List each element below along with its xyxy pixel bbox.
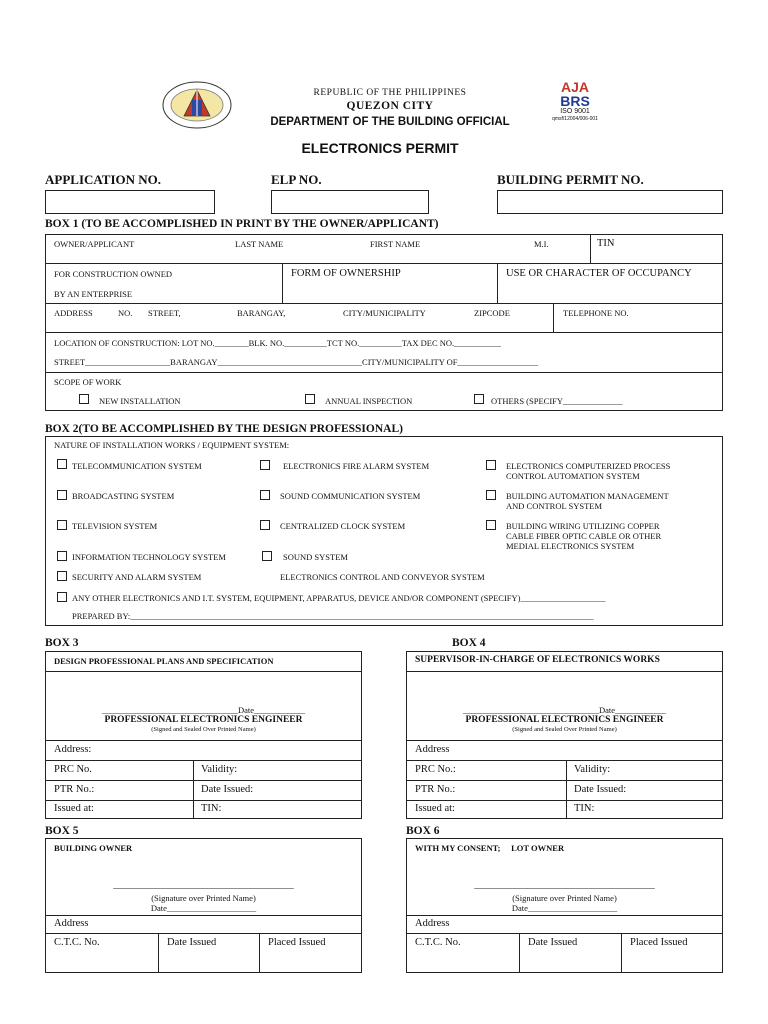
sound-comm-checkbox[interactable]: [260, 490, 270, 500]
computerized-label-2: CONTROL AUTOMATION SYSTEM: [506, 471, 640, 481]
box3-ptr-label: PTR No.:: [54, 784, 95, 795]
address-city-label: CITY/MUNICIPALITY: [343, 308, 426, 318]
box3-header: DESIGN PROFESSIONAL PLANS AND SPECIFICATION: [54, 656, 274, 666]
box3-date-line: ________________________________Date____________: [101, 705, 306, 715]
clock-label: CENTRALIZED CLOCK SYSTEM: [280, 521, 406, 531]
box3-engineer: PROFESSIONAL ELECTRONICS ENGINEER: [104, 715, 303, 725]
new-installation-checkbox[interactable]: [79, 394, 89, 404]
any-other-label: ANY OTHER ELECTRONICS AND I.T. SYSTEM, EQUIPMENT, APPARATUS, DEVICE AND/OR COMPONENT (SPECIFY)____________________: [72, 593, 606, 603]
box6-address-label: Address: [415, 918, 450, 929]
annual-inspection-label: ANNUAL INSPECTION: [325, 396, 413, 406]
application-no-label: APPLICATION NO.: [45, 172, 162, 187]
box4-date-line: ________________________________Date____________: [462, 705, 667, 715]
elp-no-input[interactable]: [271, 190, 429, 214]
wiring-checkbox[interactable]: [486, 520, 496, 530]
use-character-label: USE OR CHARACTER OF OCCUPANCY: [506, 268, 692, 279]
application-no-input[interactable]: [45, 190, 215, 214]
info-tech-checkbox[interactable]: [57, 551, 67, 561]
address-label: ADDRESS: [54, 308, 93, 318]
box4-engineer: PROFESSIONAL ELECTRONICS ENGINEER: [465, 715, 664, 725]
box6-placed-issued-label: Placed Issued: [630, 937, 688, 948]
address-no-label: NO.: [118, 308, 133, 318]
box4-tin-label: TIN:: [574, 803, 595, 814]
box3-date-issued-label: Date Issued:: [201, 784, 254, 795]
box6-date-issued-label: Date Issued: [528, 937, 578, 948]
form-of-ownership-label: FORM OF OWNERSHIP: [291, 268, 401, 279]
building-permit-no-label: BUILDING PERMIT NO.: [497, 172, 644, 187]
box4-header: SUPERVISOR-IN-CHARGE OF ELECTRONICS WORKS: [415, 655, 660, 665]
elp-no-label: ELP NO.: [271, 172, 322, 187]
brs-iso-logo: AJA BRS ISO 9001 qmsf/12004/006-001: [552, 79, 598, 122]
box5-header: BUILDING OWNER: [54, 843, 133, 853]
new-installation-label: NEW INSTALLATION: [99, 396, 181, 406]
first-name-label: FIRST NAME: [370, 239, 421, 249]
box5-date: Date_____________________: [150, 903, 257, 913]
last-name-label: LAST NAME: [235, 239, 284, 249]
bldg-automation-label-1: BUILDING AUTOMATION MANAGEMENT: [506, 491, 669, 501]
television-label: TELEVISION SYSTEM: [72, 521, 158, 531]
box3-validity-label: Validity:: [201, 764, 238, 775]
nature-label: NATURE OF INSTALLATION WORKS / EQUIPMENT SYSTEM:: [54, 440, 290, 450]
box5-label: BOX 5: [45, 825, 79, 837]
republic-text: REPUBLIC OF THE PHILIPPINES: [313, 88, 467, 98]
box6-ctc-label: C.T.C. No.: [415, 937, 461, 948]
conveyor-label: ELECTRONICS CONTROL AND CONVEYOR SYSTEM: [280, 572, 485, 582]
sound-system-label: SOUND SYSTEM: [283, 552, 348, 562]
mi-label: M.I.: [534, 239, 549, 249]
telecom-checkbox[interactable]: [57, 459, 67, 469]
box3-issued-at-label: Issued at:: [54, 803, 94, 814]
box6-date: Date_____________________: [511, 903, 618, 913]
box5-signature-line: ______________________________________: [113, 881, 294, 891]
box1-title: BOX 1 (TO BE ACCOMPLISHED IN PRINT BY THE OWNER/APPLICANT): [45, 218, 439, 230]
address-street-label: STREET,: [148, 308, 181, 318]
box4-prc-label: PRC No.:: [415, 764, 456, 775]
box5-date-issued-label: Date Issued: [167, 937, 217, 948]
location-line-2: STREET____________________BARANGAY__________________________________CITY/MUNICIPALITY OF___________________: [54, 357, 539, 367]
box5-signature-caption: (Signature over Printed Name): [151, 893, 256, 903]
annual-inspection-checkbox[interactable]: [305, 394, 315, 404]
wiring-label-1: BUILDING WIRING UTILIZING COPPER: [506, 521, 660, 531]
box6-signature-line: ______________________________________: [474, 881, 655, 891]
box3-prc-label: PRC No.: [54, 764, 92, 775]
building-permit-no-input[interactable]: [497, 190, 723, 214]
bldg-automation-label-2: AND CONTROL SYSTEM: [506, 501, 603, 511]
computerized-label-1: ELECTRONICS COMPUTERIZED PROCESS: [506, 461, 671, 471]
wiring-label-3: MEDIAL ELECTRONICS SYSTEM: [506, 541, 635, 551]
form-title: ELECTRONICS PERMIT: [301, 140, 459, 156]
prepared-by-label: PREPARED BY:_____________________________________________________________________________________________________________: [72, 611, 594, 621]
computerized-checkbox[interactable]: [486, 460, 496, 470]
box3-label: BOX 3: [45, 637, 79, 649]
box2-title: BOX 2(TO BE ACCOMPLISHED BY THE DESIGN PROFESSIONAL): [45, 423, 403, 435]
department-text: DEPARTMENT OF THE BUILDING OFFICIAL: [270, 116, 510, 128]
box4-ptr-label: PTR No.:: [415, 784, 456, 795]
zipcode-label: ZIPCODE: [474, 308, 510, 318]
box6-header: WITH MY CONSENT; LOT OWNER: [415, 843, 565, 853]
fire-alarm-label: ELECTRONICS FIRE ALARM SYSTEM: [283, 461, 430, 471]
fire-alarm-checkbox[interactable]: [260, 460, 270, 470]
info-tech-label: INFORMATION TECHNOLOGY SYSTEM: [72, 552, 226, 562]
box3-signed: (Signed and Sealed Over Printed Name): [151, 726, 256, 733]
security-label: SECURITY AND ALARM SYSTEM: [72, 572, 202, 582]
scope-of-work-label: SCOPE OF WORK: [54, 377, 122, 387]
address-barangay-label: BARANGAY,: [237, 308, 286, 318]
box4-date-issued-label: Date Issued:: [574, 784, 627, 795]
box5-placed-issued-label: Placed Issued: [268, 937, 326, 948]
broadcasting-checkbox[interactable]: [57, 490, 67, 500]
box1-table: [45, 234, 723, 411]
box5-address-label: Address: [54, 918, 89, 929]
box3-address-label: Address:: [54, 744, 92, 755]
television-checkbox[interactable]: [57, 520, 67, 530]
location-line-1: LOCATION OF CONSTRUCTION: LOT NO.________BLK. NO.__________TCT NO.__________TAX DEC NO.___________: [54, 338, 501, 348]
box6-label: BOX 6: [406, 825, 440, 837]
others-checkbox[interactable]: [474, 394, 484, 404]
owner-applicant-label: OWNER/APPLICANT: [54, 239, 135, 249]
clock-checkbox[interactable]: [260, 520, 270, 530]
construction-owned-label: FOR CONSTRUCTION OWNED: [54, 269, 173, 279]
tin-label: TIN: [597, 238, 615, 249]
enterprise-label: BY AN ENTERPRISE: [54, 289, 133, 299]
box4-signed: (Signed and Sealed Over Printed Name): [512, 726, 617, 733]
box4-label: BOX 4: [452, 637, 486, 649]
box6-signature-caption: (Signature over Printed Name): [512, 893, 617, 903]
security-checkbox[interactable]: [57, 571, 67, 581]
box4-validity-label: Validity:: [574, 764, 611, 775]
bldg-automation-checkbox[interactable]: [486, 490, 496, 500]
box4-address-label: Address: [415, 744, 450, 755]
telecom-label: TELECOMMUNICATION SYSTEM: [72, 461, 202, 471]
wiring-label-2: CABLE FIBER OPTIC CABLE OR OTHER: [506, 531, 662, 541]
any-other-checkbox[interactable]: [57, 592, 67, 602]
broadcasting-label: BROADCASTING SYSTEM: [72, 491, 175, 501]
sound-system-checkbox[interactable]: [262, 551, 272, 561]
box3-tin-label: TIN:: [201, 803, 222, 814]
city-seal-logo: [162, 80, 232, 130]
others-label: OTHERS (SPECIFY______________: [491, 396, 623, 406]
city-text: QUEZON CITY: [346, 100, 434, 112]
box4-issued-at-label: Issued at:: [415, 803, 455, 814]
box5-ctc-label: C.T.C. No.: [54, 937, 100, 948]
sound-comm-label: SOUND COMMUNICATION SYSTEM: [280, 491, 421, 501]
telephone-label: TELEPHONE NO.: [563, 308, 629, 318]
